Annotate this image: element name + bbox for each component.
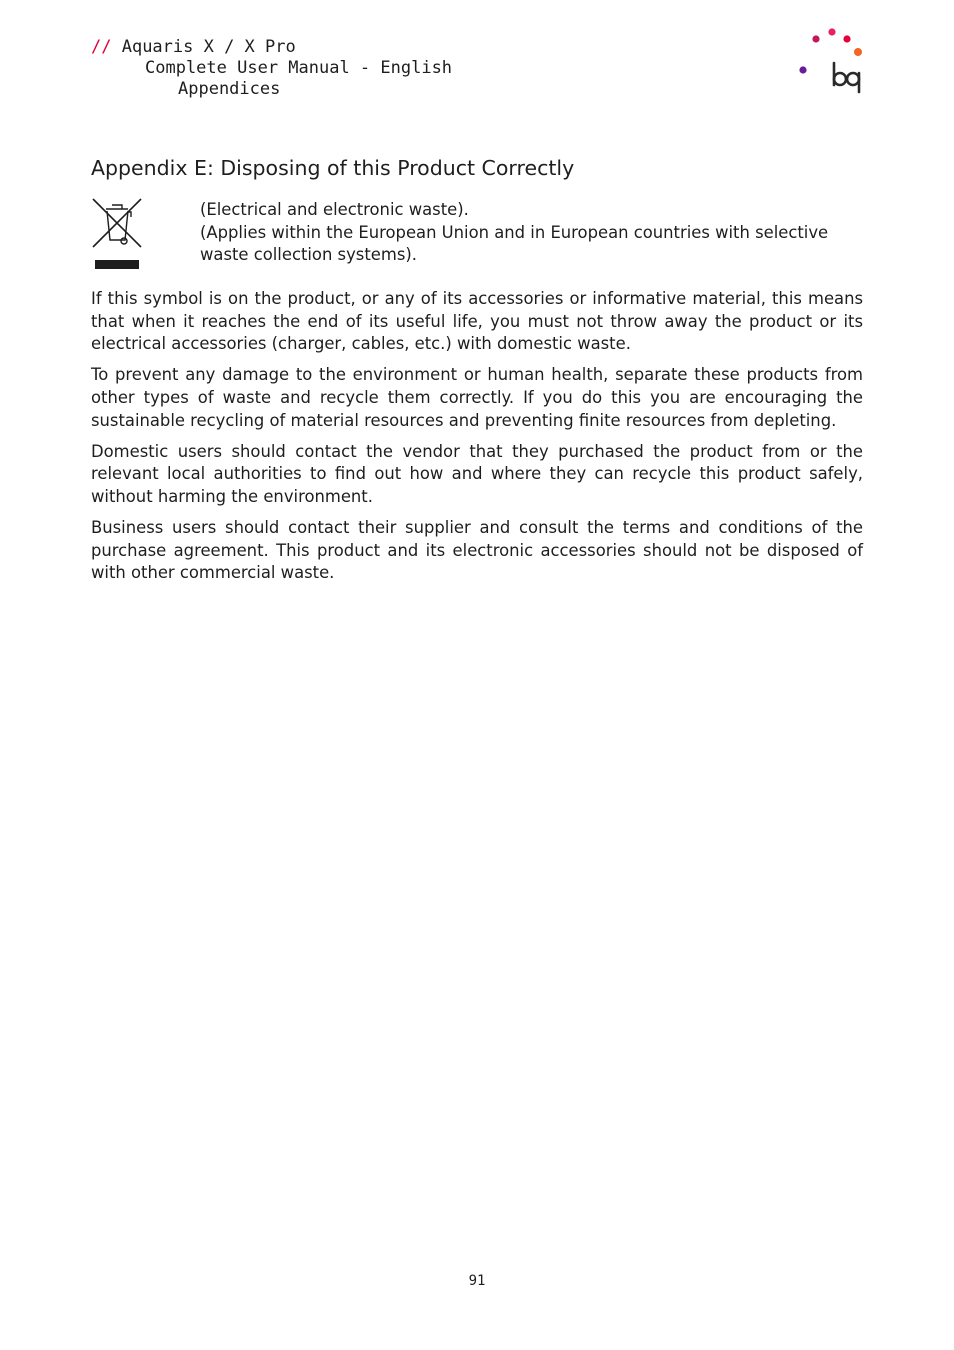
paragraph: If this symbol is on the product, or any of its accessories or informative material, this means that when it reaches the end of its useful life, you must not throw away the product or its electrical accessories (charger, cables, etc.) with domestic waste. [91,289,863,354]
page-number: 91 [468,1273,486,1289]
document-header [91,37,452,100]
logo-dot-red [843,35,850,42]
header-product: Aquaris X / X Pro [111,37,296,57]
weee-line-2: (Applies within the European Union and in European countries with selective waste collection systems). [200,222,829,265]
weee-bar [95,260,139,269]
logo-dot-purple [799,66,806,73]
header-slashes: // [91,37,112,57]
logo-letters [834,63,859,92]
header-manual: Complete User Manual - English [145,58,453,78]
paragraph: Domestic users should contact the vendor that they purchased the product from or the relevant local authorities to find out how and where they can recycle this product safely, without harming the environment. [91,441,863,506]
weee-description [200,199,864,267]
paragraph: Business users should contact their supplier and consult the terms and conditions of the purchase agreement. This product and its electronic accessories should not be disposed of with other commercial waste. [91,518,863,583]
logo-dot-pink [828,28,835,35]
bq-logo [794,26,866,96]
header-product-line [91,37,452,58]
paragraph: To prevent any damage to the environment or human health, separate these products from other types of waste and recycle them correctly. If you do this you are encouraging the sustainable recycling of material resources and preventing finite resources from depleting. [91,365,863,430]
logo-dot-orange [854,48,862,56]
appendix-title: Appendix E: Disposing of this Product Correctly [91,156,575,180]
weee-line-1: (Electrical and electronic waste). [200,200,469,219]
body-text [91,288,863,594]
logo-dot-magenta [812,35,819,42]
crossed-out-wheelie-bin-icon [91,197,143,271]
header-section: Appendices [178,79,281,99]
